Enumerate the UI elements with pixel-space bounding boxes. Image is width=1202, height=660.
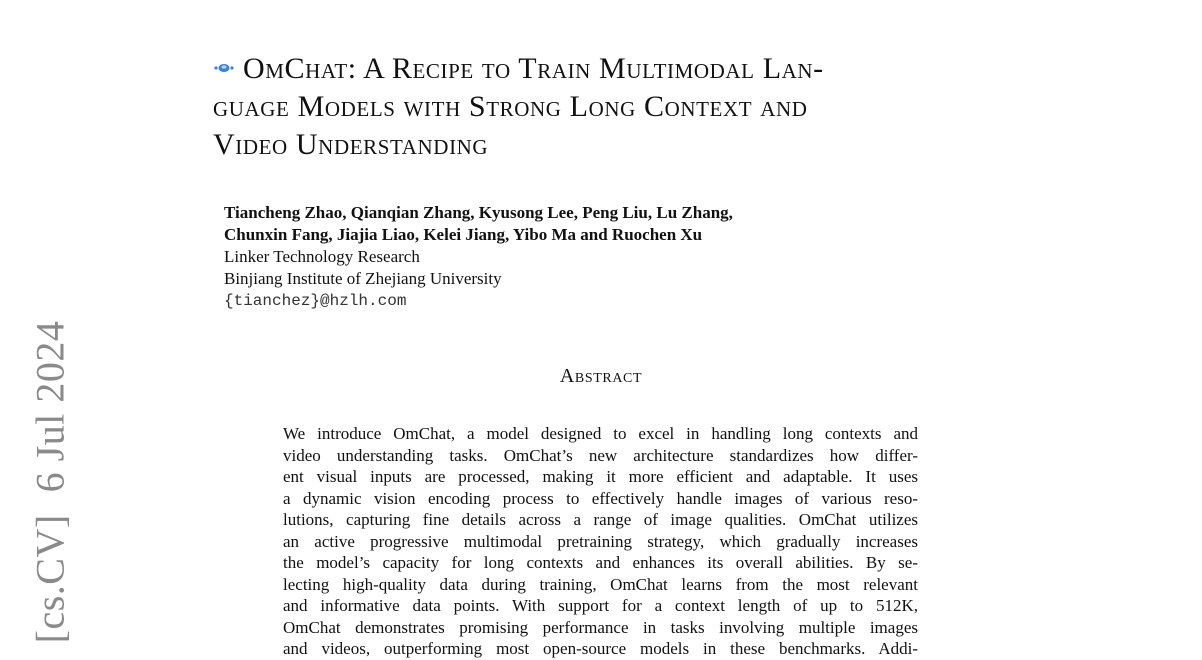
abstract-body bbox=[283, 423, 918, 660]
abstract-line: the model’s capacity for long contexts and enhances its overall abilities. By se- bbox=[283, 553, 918, 572]
arxiv-category: [cs.CV] bbox=[27, 514, 73, 644]
arxiv-date: 6 Jul 2024 bbox=[27, 320, 73, 493]
abstract-line: an active progressive multimodal pretraining strategy, which gradually increases bbox=[283, 531, 918, 551]
author-names-line-1: Tiancheng Zhao, Qianqian Zhang, Kyusong Lee, Peng Liu, Lu Zhang, bbox=[224, 203, 733, 222]
abstract-line: and videos, outperforming most open-source models in these benchmarks. Addi- bbox=[283, 639, 918, 658]
abstract-line: lutions, capturing fine details across a range of image qualities. OmChat utilizes bbox=[283, 510, 918, 529]
affiliation-2: Binjiang Institute of Zhejiang University bbox=[224, 269, 502, 288]
omchat-logo-icon bbox=[213, 62, 235, 74]
abstract-line: OmChat demonstrates promising performance in tasks involving multiple images bbox=[283, 617, 918, 637]
title-line-3: Video Understanding bbox=[213, 128, 489, 161]
abstract-line: lecting high-quality data during training, OmChat learns from the most relevant bbox=[283, 574, 918, 594]
title-line-2: guage Models with Strong Long Context and bbox=[213, 90, 808, 123]
abstract-line: a dynamic vision encoding process to effectively handle images of various reso- bbox=[283, 488, 918, 508]
paper-title bbox=[213, 50, 1013, 164]
abstract-line: ent visual inputs are processed, making it more efficient and adaptable. It uses bbox=[283, 467, 918, 486]
author-names-line-2: Chunxin Fang, Jiajia Liao, Kelei Jiang, Yibo Ma and Ruochen Xu bbox=[224, 225, 703, 244]
title-line-1-text: OmChat: A Recipe to Train Multimodal Lan- bbox=[243, 52, 824, 85]
title-line-1 bbox=[213, 50, 1013, 88]
author-email: {tianchez}@hzlh.com bbox=[224, 292, 407, 310]
abstract-line: We introduce OmChat, a model designed to excel in handling long contexts and bbox=[283, 424, 918, 443]
abstract-line: video understanding tasks. OmChat’s new architecture standardizes how differ- bbox=[283, 445, 918, 465]
author-block bbox=[224, 202, 733, 312]
affiliation-1: Linker Technology Research bbox=[224, 247, 420, 266]
abstract-heading: Abstract bbox=[559, 365, 643, 387]
abstract-line: and informative data points. With support for a context length of up to 512K, bbox=[283, 596, 918, 615]
